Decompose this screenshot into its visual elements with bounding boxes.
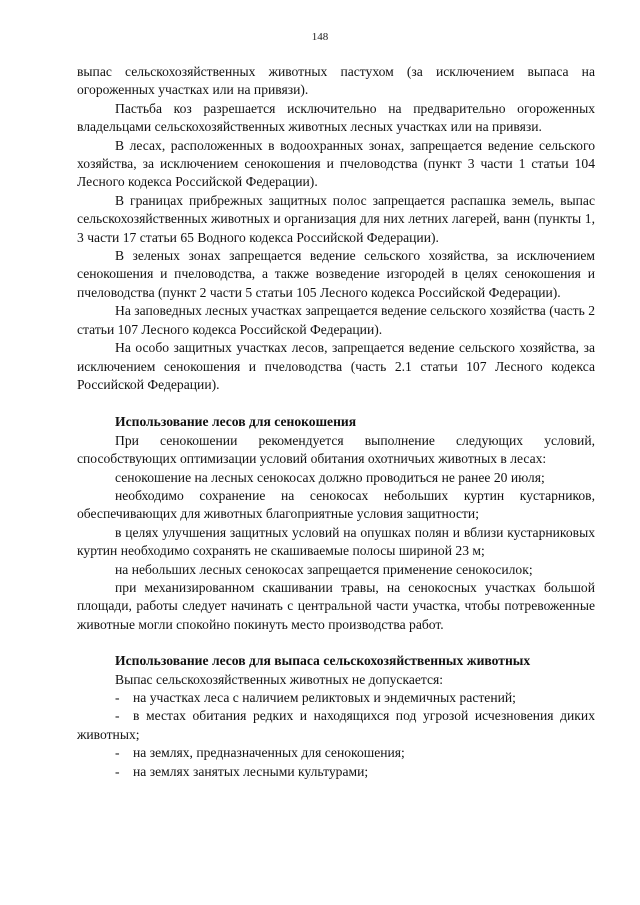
dash-marker: - [115, 763, 120, 779]
page-number: 148 [311, 31, 329, 43]
paragraph-continuation: выпас сельскохозяйственных животных пастухом (за исключением выпаса на огороженных участках или на привязи). [77, 64, 595, 98]
paragraph: в целях улучшения защитных условий на опушках полян и вблизи кустарниковых куртин необходимо сохранять не скашиваемые полосы шириной 23 м; [77, 524, 595, 559]
paragraph: при механизированном скашивании травы, на сенокосных участках большой площади, работы следует начинать с центральной части участка, чтобы потревоженные животные могли спокойно покинуть место производства работ. [77, 579, 595, 632]
paragraph: необходимо сохранение на сенокосах небольших куртин кустарников, обеспечивающих для животных благоприятные условия защитности; [77, 487, 595, 522]
list-item [77, 763, 595, 781]
paragraph: При сенокошении рекомендуется выполнение следующих условий, способствующих оптимизации условий обитания охотничьих животных в лесах: [77, 432, 595, 467]
paragraph: В зеленых зонах запрещается ведение сельского хозяйства, за исключением сенокошения и пчеловодства, а также возведение изгородей в целях сенокошения и пчеловодства (пункт 2 части 5 статьи 105 Лесного кодекса Российской Федерации). [77, 248, 595, 300]
section-heading-grazing: Использование лесов для выпаса сельскохозяйственных животных [115, 653, 531, 669]
paragraph: сенокошение на лесных сенокосах должно проводиться не ранее 20 июля; [115, 469, 545, 485]
list-item [77, 744, 595, 762]
section-spacer [77, 634, 595, 652]
section-heading-haymaking: Использование лесов для сенокошения [115, 414, 357, 430]
paragraph: На заповедных лесных участках запрещается ведение сельского хозяйства (часть 2 статьи 107 Лесного кодекса Российской Федерации). [77, 303, 595, 337]
paragraph: Пастьба коз разрешается исключительно на предварительно огороженных владельцами сельскохозяйственных животных лесных участках или на привязи. [77, 100, 595, 135]
paragraph: В лесах, расположенных в водоохранных зонах, запрещается ведение сельского хозяйства, за исключением сенокошения и пчеловодства (пункт 3 части 1 статьи 104 Лесного кодекса Российской Федерации). [77, 137, 595, 190]
list-item-text: на участках леса с наличием реликтовых и эндемичных растений; [133, 690, 516, 705]
list-item-text: на землях занятых лесными культурами; [133, 763, 369, 779]
paragraph: на небольших лесных сенокосах запрещается применение сенокосилок; [115, 561, 533, 577]
dash-marker: - [115, 690, 120, 705]
list-item [77, 689, 595, 707]
list-item-text: в местах обитания редких и находящихся под угрозой исчезновения диких животных; [77, 708, 595, 742]
document-body [77, 63, 595, 781]
list-item-text: на землях, предназначенных для сенокошения; [133, 745, 405, 761]
paragraph: Выпас сельскохозяйственных животных не допускается: [115, 671, 444, 687]
dash-marker: - [115, 708, 120, 724]
paragraph: В границах прибрежных защитных полос запрещается распашка земель, выпас сельскохозяйственных животных и организация для них летних лагерей, ванн (пункты 1, 3 части 17 статьи 65 Водного кодекса Российской Федерации). [77, 192, 595, 245]
paragraph: На особо защитных участках лесов, запрещается ведение сельского хозяйства, за исключением сенокошения и пчеловодства (часть 2.1 статьи 107 Лесного кодекса Российской Федерации). [77, 340, 595, 392]
list-item [77, 707, 595, 744]
section-spacer [77, 394, 595, 413]
dash-marker: - [115, 745, 120, 761]
